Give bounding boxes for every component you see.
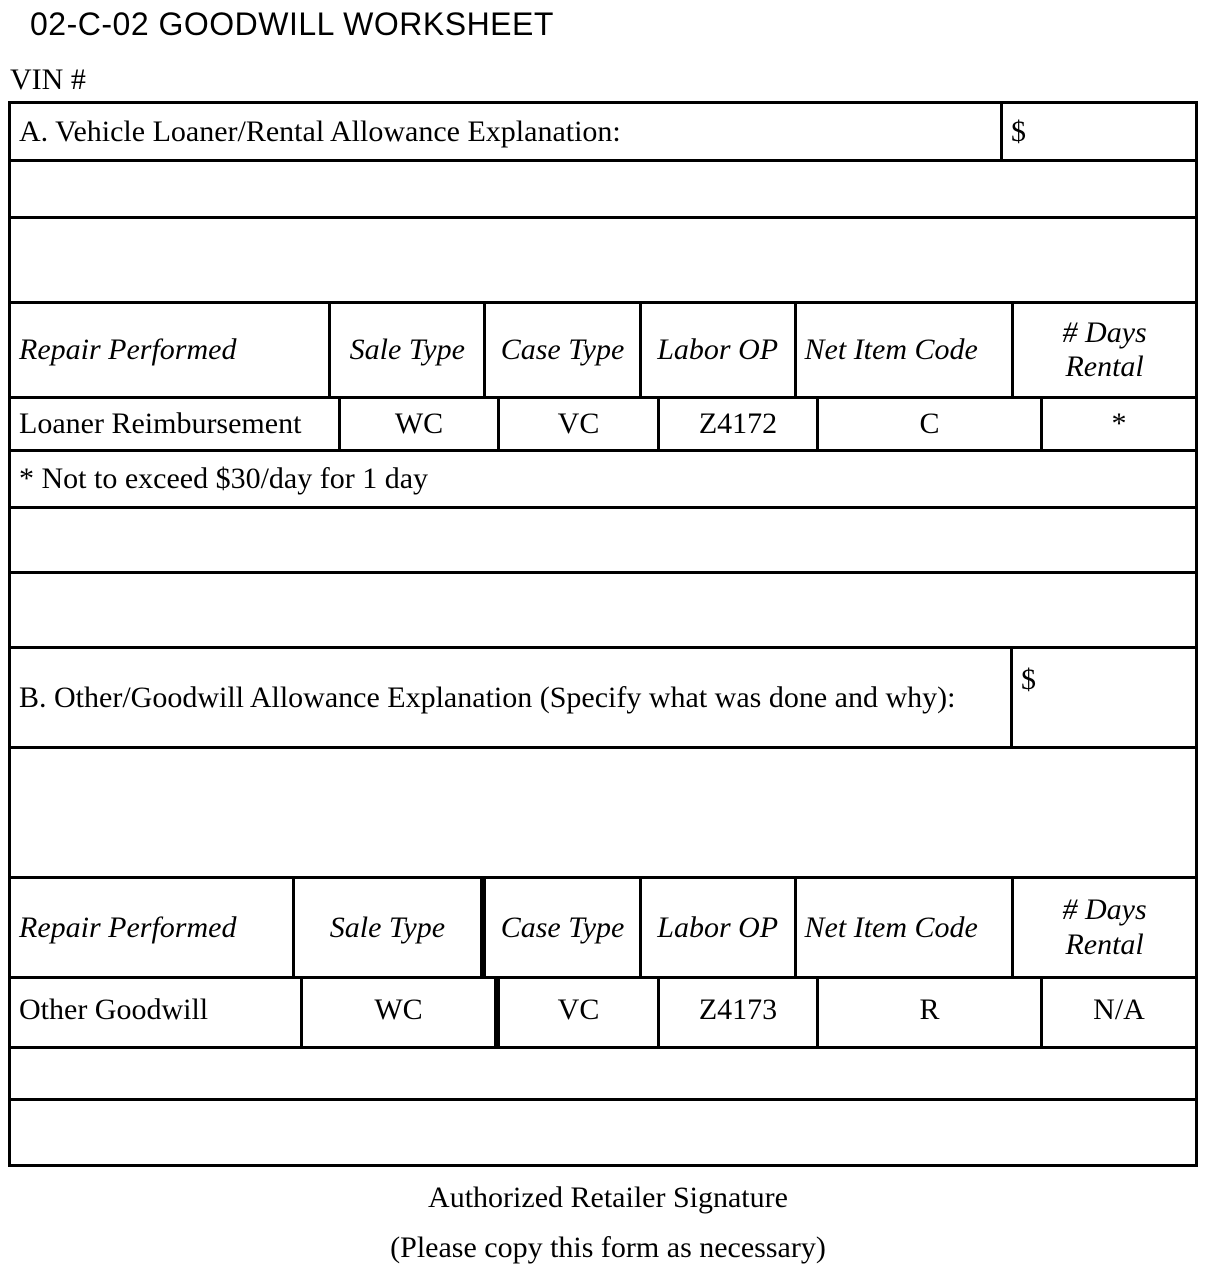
cell-labor-op: Z4173 xyxy=(660,979,819,1046)
table-b-header-row xyxy=(11,879,1195,979)
blank-line-1[interactable] xyxy=(11,509,1195,574)
footnote-text: * Not to exceed $30/day for 1 day xyxy=(19,462,429,495)
cell-net-item-code: R xyxy=(819,979,1043,1046)
section-a-label: A. Vehicle Loaner/Rental Allowance Explanation: xyxy=(11,104,1003,159)
header-repair-performed: Repair Performed xyxy=(11,879,295,976)
header-net-item-code: Net Item Code xyxy=(797,879,1015,976)
header-case-type: Case Type xyxy=(486,879,642,976)
cell-sale-type: WC xyxy=(303,979,500,1046)
cell-repair-performed: Loaner Reimbursement xyxy=(11,399,341,449)
header-days-rental: # Days Rental xyxy=(1062,893,1147,961)
section-b-row xyxy=(11,649,1195,749)
cell-case-type: VC xyxy=(500,979,660,1046)
blank-line-3[interactable] xyxy=(11,1049,1195,1101)
cell-days-rental: N/A xyxy=(1093,993,1145,1026)
cell-days-rental: * xyxy=(1111,407,1127,440)
signature-area[interactable] xyxy=(11,1101,1195,1164)
header-labor-op: Labor OP xyxy=(642,879,797,976)
section-a-explanation-line-1[interactable] xyxy=(11,162,1195,219)
cell-labor-op: Z4172 xyxy=(660,399,819,449)
goodwill-worksheet-form xyxy=(8,101,1198,1167)
copy-note: (Please copy this form as necessary) xyxy=(390,1231,826,1264)
section-a-explanation-line-2[interactable] xyxy=(11,219,1195,304)
footnote-row xyxy=(11,452,1195,509)
section-a-row xyxy=(11,104,1195,162)
table-row xyxy=(11,979,1195,1049)
dollar-sign: $ xyxy=(1011,114,1026,148)
header-case-type: Case Type xyxy=(486,304,642,396)
dollar-sign: $ xyxy=(1021,663,1036,696)
page-title: 02-C-02 GOODWILL WORKSHEET xyxy=(30,6,554,42)
header-repair-performed: Repair Performed xyxy=(11,304,331,396)
section-b-amount-field[interactable] xyxy=(1013,649,1195,746)
blank-line-2[interactable] xyxy=(11,574,1195,649)
table-row xyxy=(11,399,1195,452)
signature-label: Authorized Retailer Signature xyxy=(428,1181,788,1214)
header-net-item-code: Net Item Code xyxy=(797,304,1015,396)
section-a-amount-field[interactable] xyxy=(1003,104,1195,159)
footer xyxy=(0,1181,1216,1265)
header-labor-op: Labor OP xyxy=(642,304,797,396)
section-b-label: B. Other/Goodwill Allowance Explanation (Specify what was done and why): xyxy=(11,649,1013,746)
cell-sale-type: WC xyxy=(341,399,500,449)
vin-label: VIN # xyxy=(10,63,86,96)
cell-repair-performed: Other Goodwill xyxy=(11,979,303,1046)
cell-case-type: VC xyxy=(500,399,660,449)
header-sale-type: Sale Type xyxy=(295,879,487,976)
section-b-explanation-area[interactable] xyxy=(11,749,1195,879)
cell-net-item-code: C xyxy=(819,399,1043,449)
table-a-header-row xyxy=(11,304,1195,399)
header-sale-type: Sale Type xyxy=(331,304,486,396)
header-days-rental: # Days Rental xyxy=(1062,315,1147,383)
